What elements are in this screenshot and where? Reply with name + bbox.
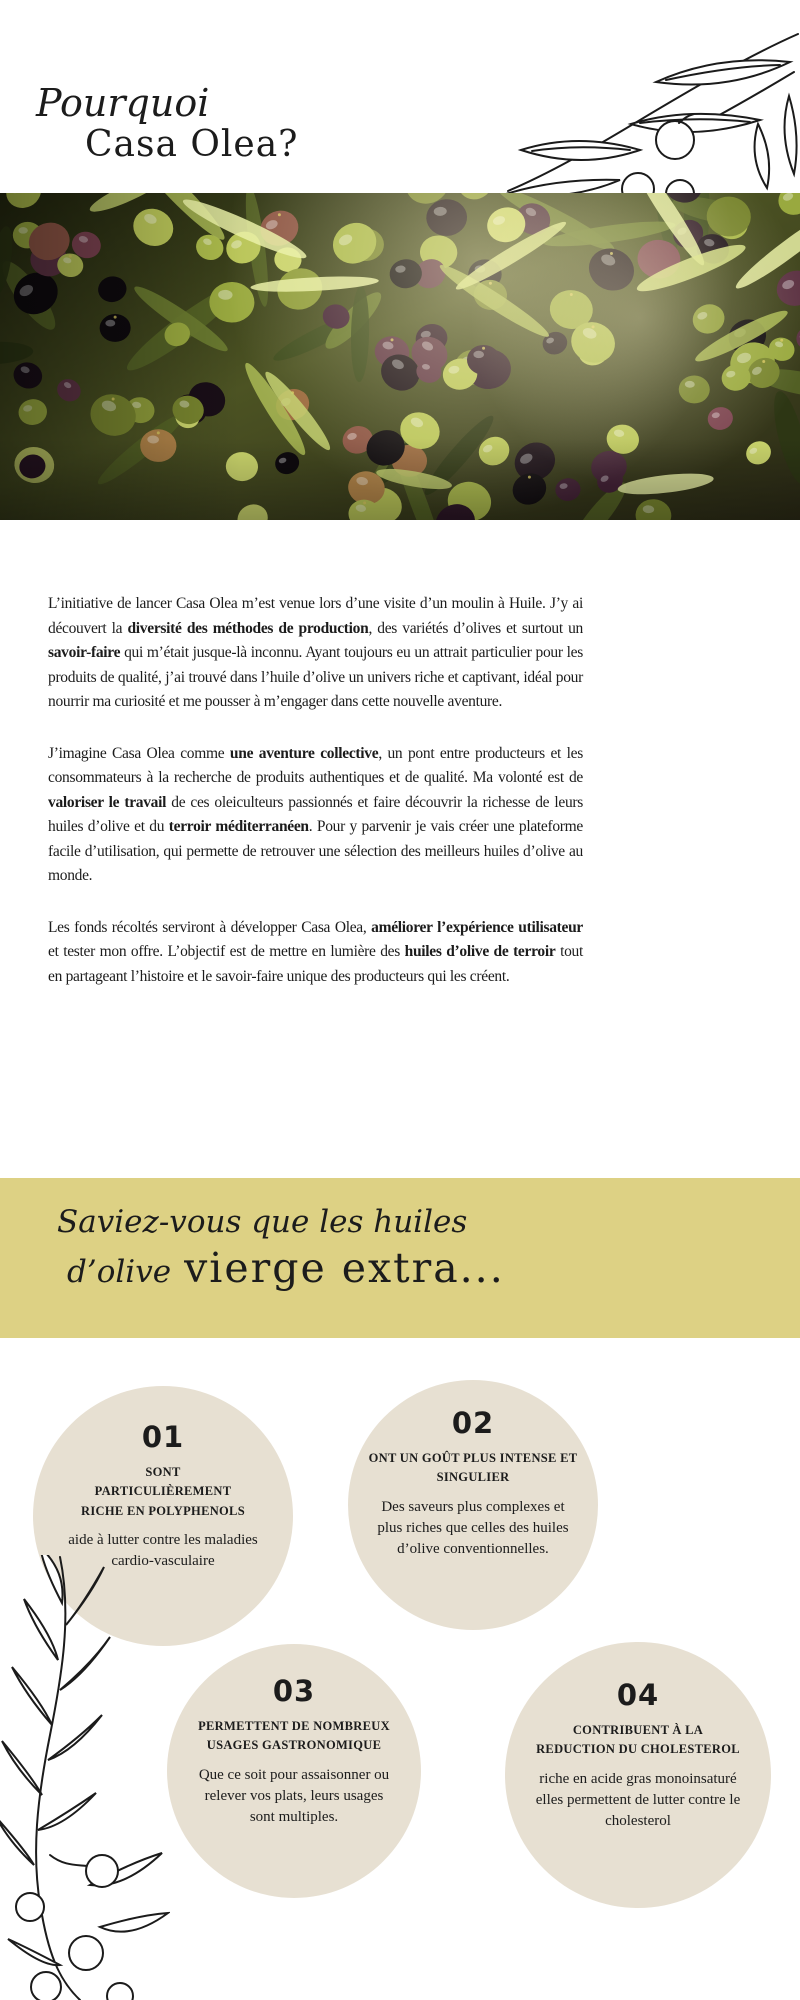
olive-branch-icon	[428, 28, 800, 193]
fact-circle-3	[167, 1644, 421, 1898]
fact-body: aide à lutter contre les maladies cardio-vasculaire	[68, 1532, 258, 1570]
olive-harvest-photo	[0, 193, 800, 520]
fact-circle-2	[348, 1380, 598, 1630]
fact-heading: SONT PARTICULIÈREMENT RICHE EN POLYPHENOLS	[81, 1465, 245, 1518]
banner-line-2-emphasis: vierge extra...	[184, 1244, 505, 1293]
fact-number: 02	[451, 1406, 495, 1440]
fact-circle-4	[505, 1642, 771, 1908]
page-title-lead: Pourquoi	[36, 81, 210, 125]
fact-heading: ONT UN GOÛT PLUS INTENSE ET SINGULIER	[368, 1451, 578, 1485]
paragraph: L’initiative de lancer Casa Olea m’est venue lors d’une visite d’un moulin à Huile. J’y ai découvert la diversité des méthodes de production, des variétés d’olives et surtout un savoir-faire qui m’était jusque-là inconnu. Ayant toujours eu un attrait particulier pour les produits de qualité, j’ai trouvé dans l’huile d’olive un univers riche et captivant, idéal pour nourrir ma curiosité et me pousser à m’engager dans cette nouvelle aventure.	[48, 595, 583, 710]
paragraph: Les fonds récoltés serviront à développer Casa Olea, améliorer l’expérience utilisateur et tester mon offre. L’objectif est de mettre en lumière des huiles d’olive de terroir tout en partageant l’histoire et le savoir-faire unique des producteurs qui les créent.	[48, 918, 583, 985]
did-you-know-banner	[0, 1178, 800, 1338]
fact-number: 03	[272, 1674, 316, 1708]
fact-body: Des saveurs plus complexes et plus riches que celles des huiles d’olive conventionnelles.	[377, 1498, 569, 1558]
banner-line-2-italic: d’olive	[67, 1254, 172, 1291]
fact-number: 01	[141, 1420, 185, 1454]
page-header	[36, 81, 299, 165]
banner-line-2	[67, 1244, 800, 1292]
fact-heading: PERMETTENT DE NOMBREUX USAGES GASTRONOMIQUE	[198, 1719, 390, 1753]
fact-body: Que ce soit pour assaisonner ou relever vos plats, leurs usages sont multiples.	[198, 1766, 390, 1826]
fact-number: 04	[616, 1678, 660, 1712]
fact-body: riche en acide gras monoinsaturé elles permettent de lutter contre le cholesterol	[535, 1770, 741, 1830]
paragraph: J’imagine Casa Olea comme une aventure collective, un pont entre producteurs et les consommateurs à la recherche de produits authentiques et de qualité. Ma volonté est de valoriser le travail de ces oleiculteurs passionnés et faire découvrir la richesse de leurs huiles d’olive et du terroir méditerranéen. Pour y parvenir je vais créer une plateforme facile d’utilisation, qui permette de retrouver une sélection des meilleurs huiles d’olive au monde.	[48, 744, 583, 884]
page-title: Casa Olea?	[85, 123, 299, 165]
fact-heading: CONTRIBUENT À LA REDUCTION DU CHOLESTEROL	[536, 1723, 740, 1757]
intro-text	[48, 592, 583, 1016]
olive-branch-icon	[0, 1555, 170, 2000]
banner-line-1: Saviez-vous que les huiles	[57, 1204, 468, 1240]
